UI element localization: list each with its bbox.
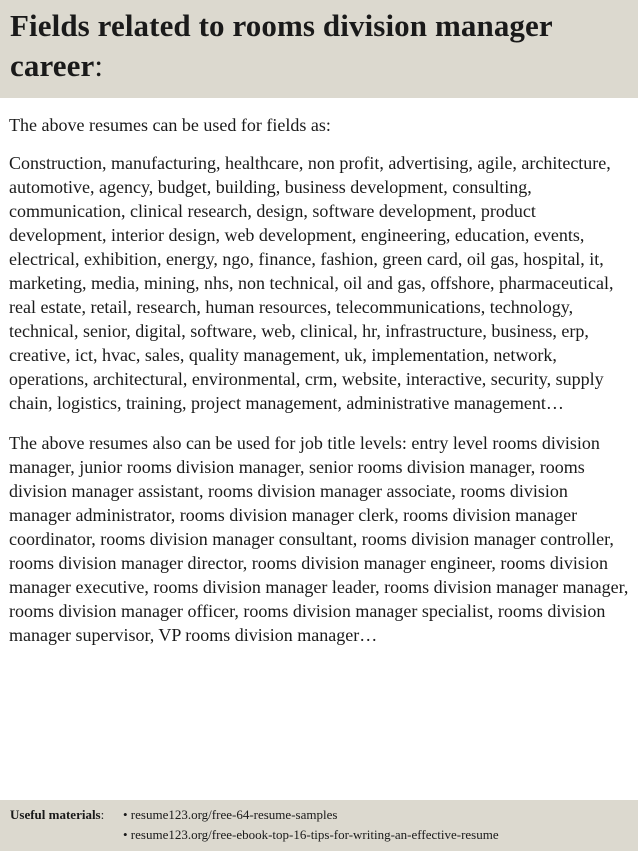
page-title bbox=[10, 6, 628, 86]
header-band bbox=[0, 0, 638, 98]
fields-list: Construction, manufacturing, healthcare, non profit, advertising, agile, architecture, automotive, agency, budget, building, business development, consulting, communication, clinical research, design, software development, product development, interior design, web development, engineering, education, events, electrical, exhibition, energy, ngo, finance, fashion, green card, oil gas, hospital, it, marketing, media, mining, nhs, non technical, oil and gas, offshore, pharmaceutical, real estate, retail, research, human resources, telecommunications, technology, technical, senior, digital, software, web, clinical, hr, infrastructure, business, erp, creative, ict, hvac, sales, quality management, uk, implementation, network, operations, architectural, environmental, crm, website, interactive, security, supply chain, logistics, training, project management, administrative management… bbox=[9, 153, 614, 413]
footer-label-spacer bbox=[10, 825, 123, 845]
intro-text: The above resumes can be used for fields as: bbox=[9, 115, 331, 135]
job-levels-list: The above resumes also can be used for job title levels: entry level rooms division manager, junior rooms division manager, senior rooms division manager, rooms division manager assistant, rooms division manager associate, rooms division manager administrator, rooms division manager clerk, rooms division manager coordinator, rooms division manager consultant, rooms division manager controller, rooms division manager director, rooms division manager engineer, rooms division manager executive, rooms division manager leader, rooms division manager manager, rooms division manager officer, rooms division manager specialist, rooms division manager supervisor, VP rooms division manager… bbox=[9, 433, 629, 645]
footer-band bbox=[0, 800, 638, 851]
useful-materials-label bbox=[10, 805, 123, 825]
footer-link-ebook-tips[interactable]: • resume123.org/free-ebook-top-16-tips-for-writing-an-effective-resume bbox=[123, 827, 499, 842]
page-title-text: Fields related to rooms division manager career bbox=[10, 8, 553, 83]
page-title-colon: : bbox=[94, 48, 104, 83]
content-area bbox=[0, 98, 638, 647]
useful-materials-label-text: Useful materials bbox=[10, 807, 101, 822]
footer-row-1 bbox=[10, 805, 628, 825]
footer-row-2 bbox=[10, 825, 628, 845]
useful-materials-label-colon: : bbox=[100, 807, 105, 822]
footer-link-resume-samples[interactable]: • resume123.org/free-64-resume-samples bbox=[123, 807, 338, 822]
